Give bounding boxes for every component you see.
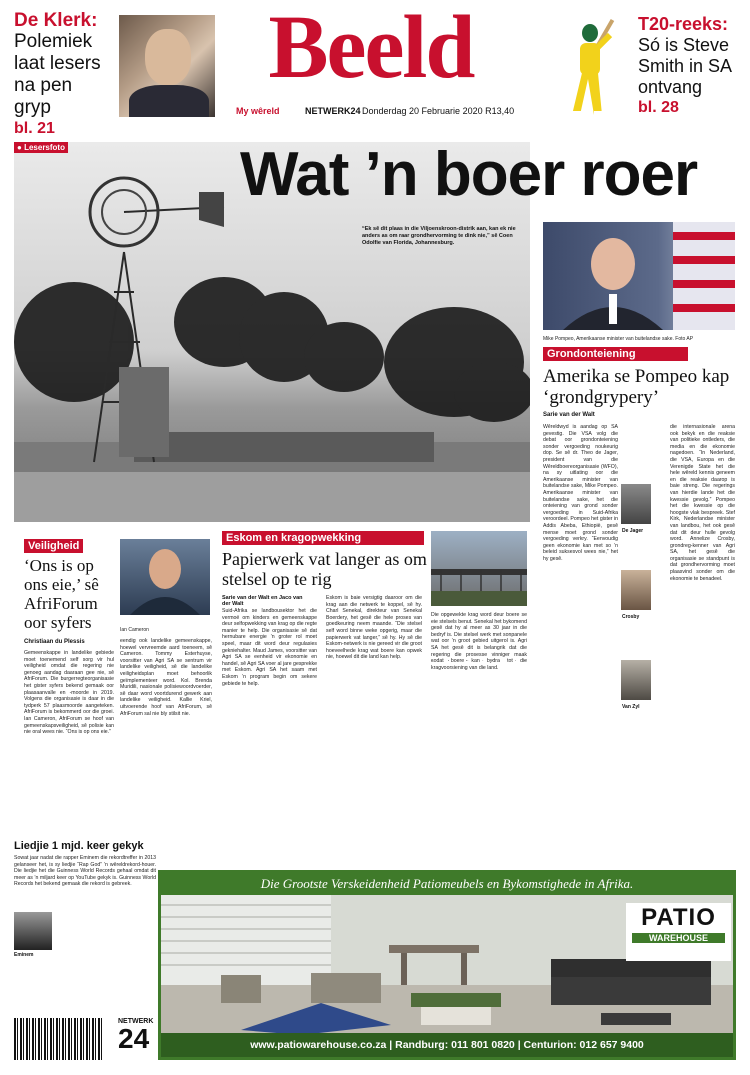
masthead-title: Beeld	[268, 0, 474, 97]
patio-logo-brand: PATIO	[641, 904, 716, 931]
crosby-headshot	[621, 570, 651, 610]
left-teaser-page: bl. 21	[14, 120, 55, 137]
vanzyl-headshot	[621, 660, 651, 700]
lead-tag	[14, 142, 68, 153]
right-teaser-page: bl. 28	[638, 99, 679, 116]
pompeo-photo	[543, 222, 735, 330]
veiligheid-col2: eendig ook landelike gemeenskappe, hoewel vervreemde aard toeneem, sê Cameron. Tommy Esterhuyse, voorsitter van Agri SA se sentrum vir landelike veiligheid, sê die landelike veiligheidsplan moet behoorlik geïmplementeer word. Kol. Brenda Muridili, nasionale polisiewoordvoerder, sê daar word voortdurend gewerk aan landelike veiligheid. Kallie Kriel, uitvoerende hoof van AfriForum, sê AfriForum sal nie bly stilsit nie.	[120, 638, 212, 717]
ad-footer[interactable]: www.patiowarehouse.co.za | Randburg: 011 801 0820 | Centurion: 012 657 9400	[161, 1033, 733, 1057]
network24-logo-number: 24	[118, 1023, 150, 1054]
masthead-subtitle: My wêreld	[236, 106, 280, 116]
veiligheid-photo	[120, 539, 210, 615]
right-teaser-kicker: T20-reeks:	[638, 14, 729, 34]
patio-logo[interactable]	[626, 903, 731, 961]
eskom-tag: Eskom en kragopwekking	[222, 531, 424, 545]
left-teaser[interactable]	[14, 10, 114, 139]
date-price: Donderdag 20 Februarie 2020 R13,40	[362, 106, 515, 116]
eskom-col1: Suid-Afrika se landbousektor het die vermoë om kinders en gemeenskappe deur selfopwekking van krag op die regte manier te help. Die organisasie sê dat hernubare energie ’n groter rol moet speel, maar dit word deur regulasies gekniehalter. Maud James, voorsitter van Agri SA se eenheid vir ekonomie en handel, sê Agri SA voer al jare gesprekke met Eskom. Agri SA het saam met Eskom ’n program begin om sekere gebiede te help.	[222, 608, 317, 687]
vanzyl-label: Van Zyl	[622, 704, 640, 710]
pompeo-col2: die internasionale arena ook bekyk en die reaksie van politieke ontleders, die media en die ekonomie nagedoen. “In Nederland, die VSA, Europa en die Verenigde State het die hele wêreld kennis geneem en die reaksie daarop is baie streng. Die regerings van hierdie lande het die kwessie gevolg.” Pompeo het die kwessie op die hoogste vlak bespreek. Stef Kirk, Nederlandse minister van landbou, het ook gesê dat dit deur hulle gevolg word. Annelize Crosby, grondreg-kenner van Agri SA, het gesê die organisasie se standpunt is dat grondhervorming moet plaasvind sonder om die ekonomie te benadeel.	[670, 424, 735, 582]
dejager-label: De Jager	[622, 528, 644, 534]
lead-tag-label: Lesersfoto	[24, 143, 65, 152]
left-teaser-kicker: De Klerk:	[14, 10, 98, 31]
veiligheid-tag: Veiligheid	[24, 539, 83, 553]
left-teaser-headline: Polemiek laat lesers na pen gryp	[14, 31, 101, 118]
right-teaser[interactable]	[638, 14, 746, 118]
lead-photo-caption: “Ek sê dit plaas in die Viljoenskroon-distrik aan, kan ek nie anders as om raar grondhervorming te dink nie,” sê Coen Odolfie van Florida, Johannesburg.	[362, 226, 516, 246]
eminem-photo	[14, 912, 52, 950]
eskom-photo	[431, 531, 527, 606]
network24-label: NETWERK24	[305, 106, 361, 116]
pompeo-headline: Amerika se Pompeo kap ‘grondgrypery’	[543, 366, 730, 408]
eskom-col4	[431, 660, 527, 661]
liedjie-headline: Liedjie 1 mjd. keer gekyk	[14, 840, 144, 852]
crosby-label: Crosby	[622, 614, 640, 620]
eskom-byline: Sarie van der Walt en Jaco van der Walt	[222, 595, 303, 607]
de-klerk-photo	[119, 15, 215, 117]
network24-logo[interactable]	[118, 1018, 158, 1053]
barcode	[14, 1018, 104, 1060]
eminem-caption: Eminem	[14, 952, 34, 958]
patio-logo-sub: WAREHOUSE	[632, 933, 725, 943]
pompeo-byline: Sarie van der Walt	[543, 412, 595, 418]
cricketer-photo	[548, 15, 628, 125]
patio-ad[interactable]	[158, 870, 736, 1060]
liedjie-body: Sowat jaar nadat die rapper Eminem die rekordtreffer in 2013 gelanseer het, is sy liedjie “Rap God” ’n wêreldrekord-houer. Die liedjie het die Guinness World Records gehaal omdat dit meer as ’n miljard keer op YouTube gekyk is. Guinness World Records het bekend gemaak die rekord is gebreek.	[14, 855, 156, 888]
dejager-headshot	[621, 484, 651, 524]
camera-icon: ●	[17, 143, 22, 152]
right-teaser-headline: Só is Steve Smith in SA ontvang	[638, 35, 732, 97]
eskom-col3: Die opgewekte krag word deur boere se eie stelsels benut. Senekal het bykomend gesê dat hy al meer as 30 jaar in die bedryf is. Die stelsel werk met sonpanele wat oor ’n groot gebied uitgerol is. Agri SA het gesê dit is belangrik dat die regering die prosesse vinniger maak sodat boere kan bydra tot die kragvoorsiening van die land.	[431, 612, 527, 671]
ad-banner: Die Grootste Verskeidenheid Patiomeubels en Bykomstighede in Afrika.	[161, 873, 733, 895]
veiligheid-headline: ‘Ons is op ons eie,’ sê AfriForum oor syfers	[24, 556, 99, 632]
pompeo-photo-caption: Mike Pompeo, Amerikaanse minister van buitelandse sake. Foto AP	[543, 336, 694, 342]
eskom-headline: Papierwerk vat langer as om stelsel op te rig	[222, 549, 427, 589]
masthead	[0, 0, 750, 140]
veiligheid-col1: Gemeenskappe in landelike gebiede moet toenemend self sorg vir hul veiligheid omdat die regering nie genoeg aandag daaraan gee nie, sê AfriForum. Die burgerregteorganisasie het gister syfers bekend gemaak oor plaasaanvalle en -moorde in 2019. Volgens die organisasie is daar in die tydperk 57 plaasmoorde aangeteken. AfriForum is bekommerd oor die groei. Ian Cameron, AfriForum se hoof van gemeenskapsveiligheid, sê polisie kan nie oral wees nie. “Ons is op ons eie.”	[24, 650, 114, 736]
network24-logo-label: NETWERK	[118, 1018, 154, 1025]
pompeo-tag: Grondonteiening	[543, 347, 688, 361]
veiligheid-byline: Christiaan du Plessis	[24, 639, 85, 645]
lead-headline: Wat ’n boer roer	[240, 140, 698, 209]
pompeo-col1: Wêreldwyd is aandag op SA gevestig. Die VSA volg die debat oor grondonteiening sonder vergoeding noukeurig dop. Se sê dr. Theo de Jager, president van die Wêreldboereorganisasie (WFO), na sy uitlating oor die Amerikaanse minister van buitelandse sake, Mike Pompeo. Amerikaanse minister van buitelandse sake, het die onteiening van grond sonder vergoeding in Suid-Afrika veroordeel. Pompeo het gister in Addis Abeba, Ethiopië, gesê mense moet grond sonder vergoeding verkry. “Eenvoudig geen ekonomie kan met so ’n beleid suksesvol wees nie,” het hy gesê.	[543, 424, 618, 562]
veiligheid-photo-caption: Ian Cameron	[120, 627, 149, 633]
eskom-col2: Eskom is baie versigtig daaroor om die krag aan die netwerk te koppel, sê hy. Charl Senekal, direkteur van Senekal Boerdery, het gesê die hele proses van goedkeuring neem maande. “Die stelsel self word binne weke opgerig, maar die papierwerk vat langer,” sê hy. Hy sê die Eskom-netwerk is nie gereed vir die groot hoeveelhede krag wat boere kan opwek nie, hoewel dit die land kan help.	[326, 595, 422, 661]
